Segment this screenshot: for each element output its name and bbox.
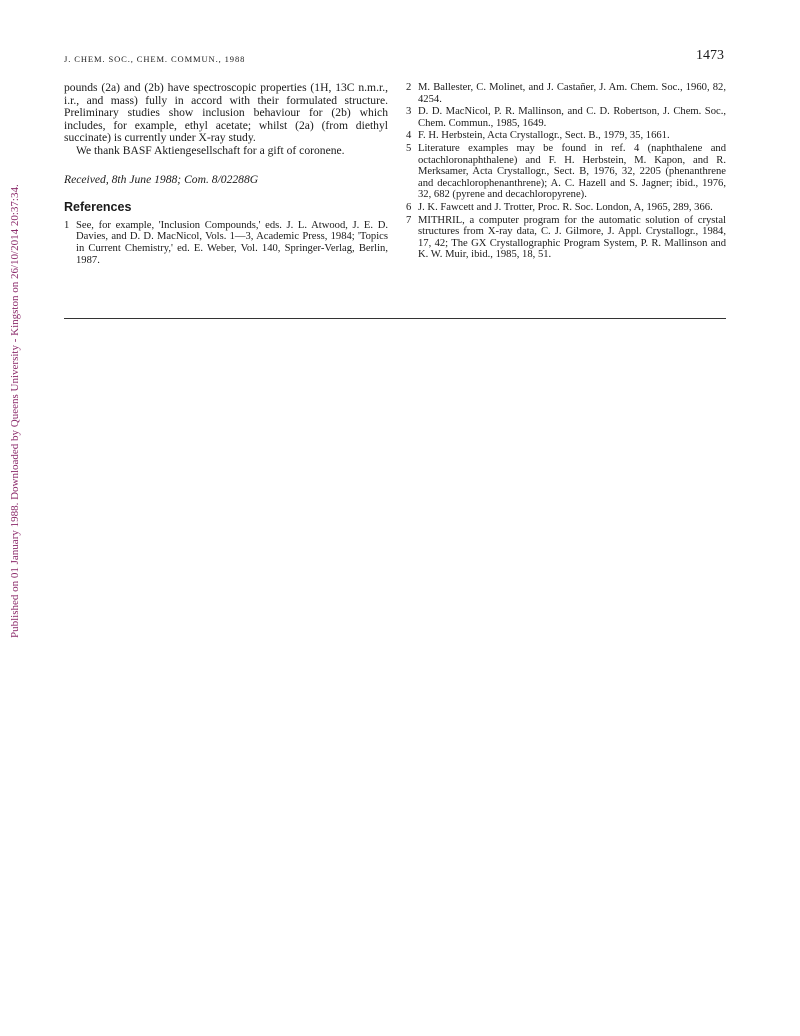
- left-column: [64, 82, 388, 267]
- body-paragraph: pounds (2a) and (2b) have spectroscopic properties (1H, 13C n.m.r., i.r., and mass) fully in accord with their formulated structure. Preliminary studies show inclusion behaviour for (2b) which includes, for example, ethyl acetate; whilst (2a) (from diethyl succinate) is currently under X-ray study.: [64, 81, 388, 145]
- page-number: 1473: [696, 48, 724, 63]
- reference-text: MITHRIL, a computer program for the automatic solution of crystal structures from X-ray data, C. J. Gilmore, J. Appl. Crystallogr., 1984, 17, 42; The GX Crystallographic Program System, P. R. Mallinson and K. W. Muir, ibid., 1985, 18, 51.: [418, 214, 726, 261]
- reference-text: See, for example, 'Inclusion Compounds,' eds. J. L. Atwood, J. E. D. Davies, and D. D. MacNicol, Vols. 1—3, Academic Press, 1984; 'Topics in Current Chemistry,' ed. E. Weber, Vol. 140, Springer-Verlag, Berlin, 1987.: [76, 219, 388, 266]
- reference-text: J. K. Fawcett and J. Trotter, Proc. R. Soc. London, A, 1965, 289, 366.: [418, 201, 713, 213]
- reference-number: 5: [406, 142, 412, 154]
- reference-number: 7: [406, 214, 412, 226]
- acknowledgement: We thank BASF Aktiengesellschaft for a gift of coronene.: [76, 143, 345, 157]
- page-header: [64, 48, 724, 68]
- reference-number: 4: [406, 130, 412, 142]
- reference-text: M. Ballester, C. Molinet, and J. Castañer, J. Am. Chem. Soc., 1960, 82, 4254.: [418, 82, 726, 105]
- reference-text: Literature examples may be found in ref. 4 (naphthalene and octachloronaphthalene) and F. H. Herbstein, M. Kapon, and R. Merksamer, Acta Crystallogr., Sect. B, 1976, 32, 2205 (phenanthrene and decachlorophenanthrene); A. C. Hazell and S. Jagner; ibid., 1976, 32, 682 (pyrene and decachloropyrene).: [418, 142, 726, 201]
- reference-item: [406, 143, 726, 201]
- footer-rule: [64, 318, 726, 319]
- download-watermark: [3, 184, 21, 638]
- reference-number: 1: [64, 219, 70, 231]
- reference-item: [64, 220, 388, 266]
- reference-item: [406, 130, 726, 142]
- references-heading: References: [64, 200, 132, 215]
- reference-text: F. H. Herbstein, Acta Crystallogr., Sect. B., 1979, 35, 1661.: [418, 130, 670, 142]
- received-line: Received, 8th June 1988; Com. 8/02288G: [64, 172, 259, 186]
- reference-item: [406, 202, 726, 214]
- download-watermark-text: Published on 01 January 1988. Downloaded by Queens University - Kingston on 26/10/2014 20:37:34.: [9, 184, 21, 638]
- running-header: J. CHEM. SOC., CHEM. COMMUN., 1988: [64, 54, 246, 64]
- reference-text: D. D. MacNicol, P. R. Mallinson, and C. D. Robertson, J. Chem. Soc., Chem. Commun., 1985, 1649.: [418, 106, 726, 129]
- reference-number: 2: [406, 82, 412, 93]
- reference-item: [406, 106, 726, 129]
- reference-item: [406, 215, 726, 261]
- right-column: [406, 82, 726, 262]
- reference-number: 6: [406, 201, 412, 213]
- reference-number: 3: [406, 106, 412, 118]
- reference-item: [406, 82, 726, 105]
